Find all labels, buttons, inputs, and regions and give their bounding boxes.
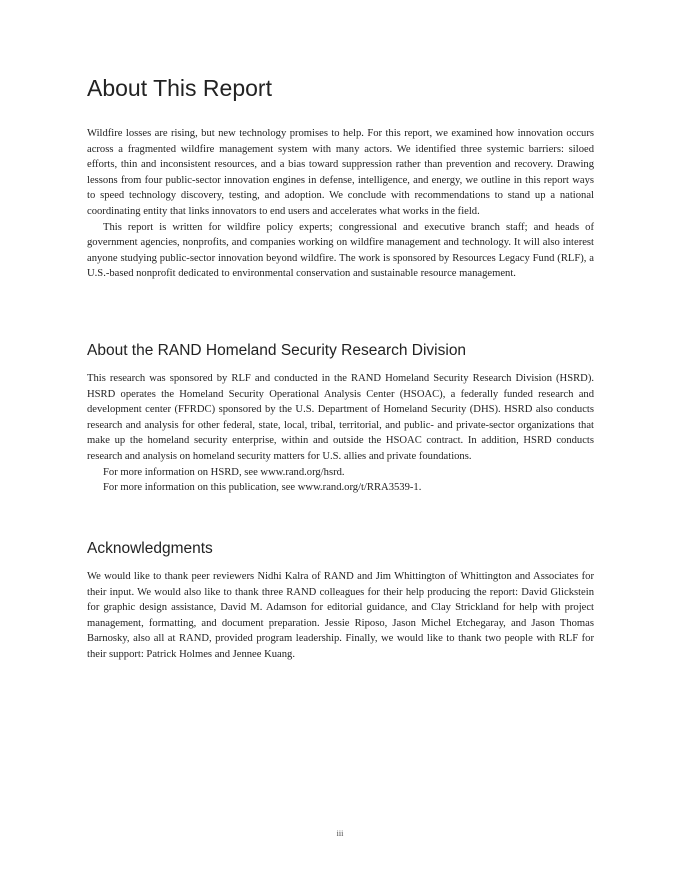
about-report-body [87, 126, 594, 282]
publication-more-info: For more information on this publication, see www.rand.org/t/RRA3539-1. [103, 482, 422, 494]
about-report-paragraph-2: This report is written for wildfire policy experts; congressional and executive branch staff; and heads of government agencies, nonprofits, and companies working on wildfire management and technology. It will also interest anyone studying public-sector innovation beyond wildfire. The work is sponsored by Resources Legacy Fund (RLF), a U.S.-based nonprofit dedicated to environmental conservation and sustainable resource management. [87, 221, 594, 280]
about-report-paragraph-1: Wildfire losses are rising, but new technology promises to help. For this report, we examined how innovation occurs across a fragmented wildfire management system with many actors. We identified three systemic barriers: siloed efforts, thin and inconsistent resources, and a bias toward suppression rather than prevention and recovery. Drawing lessons from four public-sector innovation engines in defense, intelligence, and energy, we outline in this report ways to speed technology discovery, testing, and adoption. We conclude with recommendations to stand up a national coordinating entity that links innovators to end users and accelerates what works in the field. [87, 128, 594, 217]
acknowledgments-body [87, 569, 594, 663]
section-heading-hsrd: About the RAND Homeland Security Research Division [87, 342, 467, 359]
hsrd-body [87, 371, 594, 496]
page-number: iii [336, 829, 344, 838]
hsrd-more-info: For more information on HSRD, see www.rand.org/hsrd. [103, 466, 345, 478]
hsrd-paragraph: This research was sponsored by RLF and conducted in the RAND Homeland Security Research Division (HSRD). HSRD operates the Homeland Security Operational Analysis Center (HSOAC), a federally funded research and development center (FFRDC) sponsored by the U.S. Department of Homeland Security (DHS). HSRD also conducts research and analysis for other federal, state, local, tribal, territorial, and public- and private-sector organizations that make up the homeland security enterprise, within and outside the HSOAC contract. In addition, HSRD conducts research and analysis on homeland security matters for U.S. allies and private foundations. [87, 373, 594, 462]
acknowledgments-paragraph: We would like to thank peer reviewers Nidhi Kalra of RAND and Jim Whittington of Whittington and Associates for their input. We would also like to thank three RAND colleagues for their help producing the report: David Glickstein for graphic design assistance, David M. Adamson for editorial guidance, and Clay Strickland for help with project management, formatting, and document preparation. Jessie Riposo, Jason Michel Etchegaray, and Jason Thomas Barnosky, also all at RAND, provided program leadership. Finally, we would like to thank two people with RLF for their support: Patrick Holmes and Jennee Kuang. [87, 571, 594, 660]
section-heading-acknowledgments: Acknowledgments [87, 540, 213, 557]
page-title: About This Report [87, 75, 272, 101]
